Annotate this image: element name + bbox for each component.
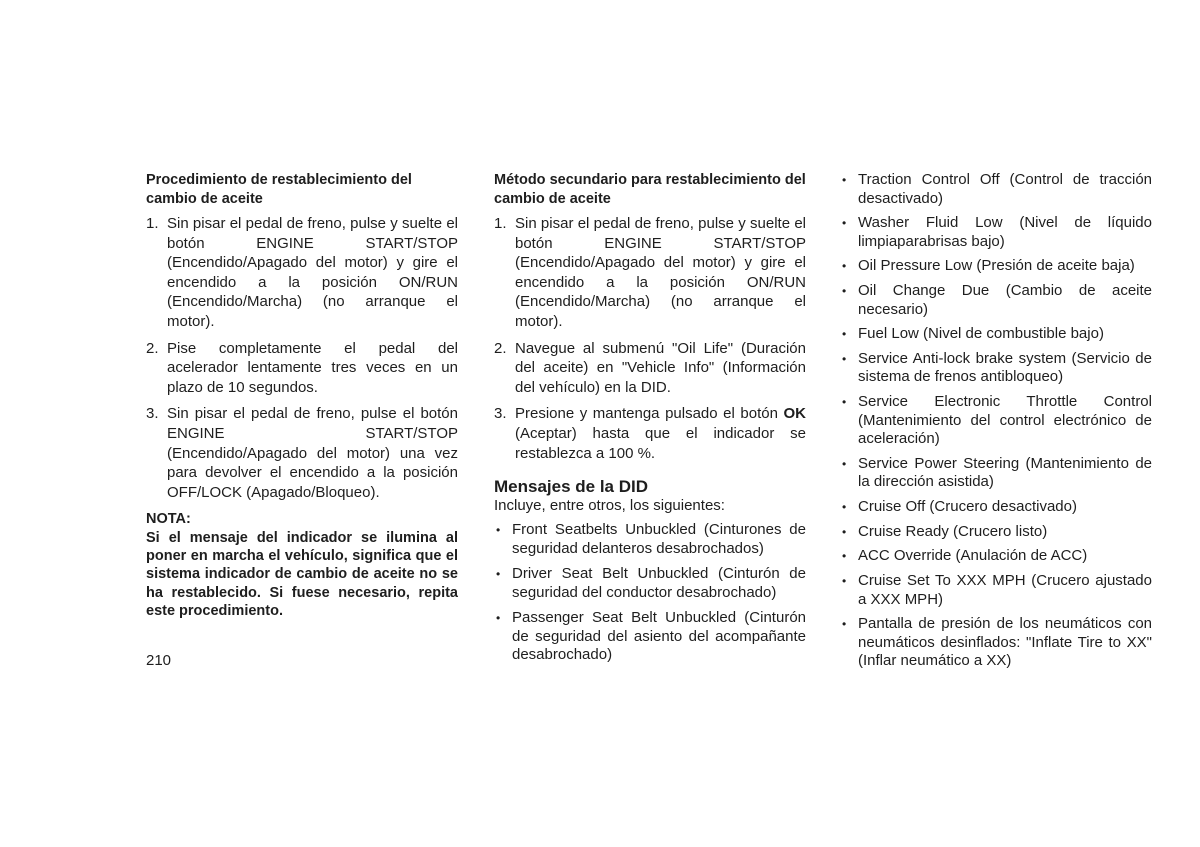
list-item-text: Traction Control Off (Control de tracción desactivado) (858, 171, 1152, 207)
step-item (494, 404, 806, 463)
step-number: 2. (146, 339, 159, 357)
step-item (146, 214, 458, 332)
list-item (840, 325, 1152, 344)
list-item (840, 282, 1152, 319)
list-item (840, 615, 1152, 671)
list-item-text: Front Seatbelts Unbuckled (Cinturones de seguridad delanteros desabrochados) (512, 521, 806, 557)
list-item-text: Oil Change Due (Cambio de aceite necesario) (858, 282, 1152, 318)
step-number: 1. (146, 215, 159, 232)
ok-button-label: OK (783, 405, 806, 423)
list-item-text: Service Power Steering (Mantenimiento de la dirección asistida) (858, 454, 1152, 491)
list-item-text: Cruise Set To XXX MPH (Crucero ajustado a XXX MPH) (858, 572, 1152, 608)
list-item (840, 350, 1152, 387)
secondary-method-heading: Método secundario para restablecimiento del cambio de aceite (494, 172, 806, 207)
bullet-icon: • (842, 351, 847, 366)
step-number: 2. (494, 339, 507, 357)
did-messages-list-continued (840, 171, 1152, 671)
bullet-icon: • (842, 173, 847, 187)
list-item-text: Cruise Off (Crucero desactivado) (858, 498, 1077, 515)
list-item-text: Cruise Ready (Crucero listo) (858, 522, 1048, 540)
list-item (840, 393, 1152, 449)
list-item (840, 498, 1152, 517)
bullet-icon: • (842, 259, 847, 274)
list-item-text: Driver Seat Belt Unbuckled (Cinturón de seguridad del conductor desabrochado) (512, 565, 806, 601)
list-item-text: Fuel Low (Nivel de combustible bajo) (858, 325, 1104, 343)
list-item-text: Service Electronic Throttle Control (Mantenimiento del control electrónico de aceleración) (858, 393, 1152, 448)
bullet-icon: • (842, 617, 847, 632)
bullet-icon: • (496, 523, 501, 538)
step-item (494, 214, 806, 332)
did-messages-list (494, 521, 806, 665)
step-number: 3. (494, 405, 507, 423)
bullet-icon: • (842, 574, 847, 589)
step-number: 1. (494, 215, 507, 232)
bullet-icon: • (842, 500, 847, 514)
bullet-icon: • (842, 524, 847, 539)
list-item-text: Passenger Seat Belt Unbuckled (Cinturón de seguridad del asiento del acompañante desabrochado) (512, 609, 806, 664)
bullet-icon: • (842, 395, 847, 410)
step-text-before: Presione y mantenga pulsado el botón (515, 405, 784, 423)
list-item (494, 565, 806, 602)
step-text: Navegue al submenú "Oil Life" (Duración del aceite) en "Vehicle Info" (Información del vehículo) en la DID. (515, 339, 806, 396)
bullet-icon: • (842, 549, 847, 564)
step-text: Sin pisar el pedal de freno, pulse el botón ENGINE START/STOP (Encendido/Apagado del motor) una vez para devolver el encendido a la posición OFF/LOCK (Apagado/Bloqueo). (167, 405, 458, 501)
list-item (840, 455, 1152, 492)
step-item (146, 339, 458, 398)
column-right (840, 171, 1152, 677)
bullet-icon: • (842, 284, 847, 299)
step-item (494, 339, 806, 398)
bullet-icon: • (496, 567, 501, 582)
bullet-icon: • (842, 216, 847, 231)
note-title: NOTA: (146, 511, 191, 528)
list-item-text: ACC Override (Anulación de ACC) (858, 547, 1088, 565)
did-messages-intro: Incluye, entre otros, los siguientes: (494, 497, 725, 515)
step-number: 3. (146, 405, 159, 423)
oil-reset-procedure-heading: Procedimiento de restablecimiento del cambio de aceite (146, 172, 412, 207)
step-item (146, 404, 458, 502)
step-text: Pise completamente el pedal del acelerador lentamente tres veces en un plazo de 10 segundos. (167, 339, 458, 396)
did-messages-title: Mensajes de la DID (494, 477, 649, 497)
secondary-method-steps (494, 214, 806, 463)
note-text: Si el mensaje del indicador se ilumina al poner en marcha el vehículo, significa que el sistema indicador de cambio de aceite no se ha restablecido. Si fuese necesario, repita este procedimiento. (146, 529, 458, 619)
step-text: Sin pisar el pedal de freno, pulse y suelte el botón ENGINE START/STOP (Encendido/Apagado del motor) y gire el encendido a la posición ON/RUN (Encendido/Marcha) (no arranque el motor). (167, 215, 458, 330)
list-item (840, 547, 1152, 566)
column-middle (494, 171, 806, 672)
step-text: Sin pisar el pedal de freno, pulse y suelte el botón ENGINE START/STOP (Encendido/Apagado del motor) y gire el encendido a la posición ON/RUN (Encendido/Marcha) (no arranque el motor). (515, 215, 806, 330)
list-item-text: Washer Fluid Low (Nivel de líquido limpiaparabrisas bajo) (858, 214, 1152, 250)
list-item (494, 609, 806, 665)
column-left (146, 171, 458, 620)
oil-reset-steps (146, 214, 458, 502)
list-item (840, 572, 1152, 609)
bullet-icon: • (496, 611, 501, 626)
list-item-text: Pantalla de presión de los neumáticos con neumáticos desinflados: "Inflate Tire to XX" (Inflar neumático a XX) (858, 615, 1152, 670)
list-item (840, 214, 1152, 251)
list-item (840, 257, 1152, 276)
bullet-icon: • (842, 456, 847, 471)
step-text-after: (Aceptar) hasta que el indicador se restablezca a 100 %. (515, 424, 806, 462)
list-item (840, 523, 1152, 542)
list-item-text: Oil Pressure Low (Presión de aceite baja) (858, 257, 1135, 275)
bullet-icon: • (842, 327, 847, 342)
list-item (840, 171, 1152, 208)
list-item (494, 521, 806, 558)
list-item-text: Service Anti-lock brake system (Servicio de sistema de frenos antibloqueo) (858, 349, 1152, 386)
page-number: 210 (146, 652, 172, 669)
